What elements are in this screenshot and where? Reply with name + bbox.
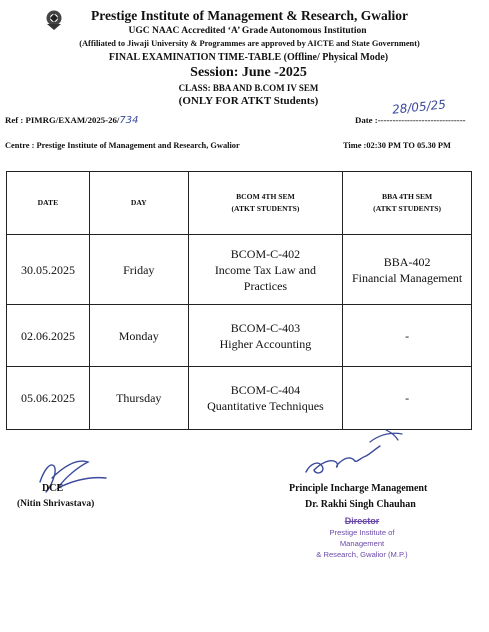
bcom-code: BCOM-C-402 (230, 246, 301, 261)
affiliation: (Affiliated to Jiwaji University & Programmes are approved by AICTE and State Government) (79, 39, 420, 48)
row-bcom (188, 367, 343, 430)
row-bba: - (343, 305, 472, 367)
principal-incharge-name: Dr. Rakhi Singh Chauhan (305, 499, 416, 510)
table-row (7, 305, 472, 367)
row-bba (343, 235, 472, 305)
header-bcom-line1: BCOM 4TH SEM (236, 192, 295, 201)
bba-code: BBA-402 (383, 254, 431, 269)
atkt-note: (ONLY FOR ATKT Students) (178, 95, 319, 107)
header-bcom-line2: (ATKT STUDENTS) (231, 204, 300, 213)
director-signature-icon (300, 428, 410, 483)
timetable (6, 171, 472, 430)
bcom-subject: Quantitative Techniques (207, 399, 324, 413)
header-bba-line1: BBA 4TH SEM (382, 192, 433, 201)
bcom-subject: Higher Accounting (219, 336, 312, 351)
row-bcom (188, 235, 343, 305)
principal-incharge-title: Principle Incharge Management (289, 483, 428, 494)
reference-number (5, 115, 138, 126)
exam-title: FINAL EXAMINATION TIME-TABLE (Offline/ Physical Mode) (108, 52, 389, 63)
table-row (7, 235, 472, 305)
table-row (7, 367, 472, 430)
class-line: CLASS: BBA AND B.COM IV SEM (178, 83, 319, 93)
bcom-code: BCOM-C-404 (230, 383, 301, 397)
row-date: 05.06.2025 (7, 367, 90, 430)
row-date: 30.05.2025 (7, 235, 90, 305)
session-title: Session: June -2025 (190, 65, 307, 80)
accreditation: UGC NAAC Accredited ‘A’ Grade Autonomous Institution (128, 26, 367, 36)
stamp-director: Director (344, 516, 380, 526)
ref-handwritten-number: 734 (119, 115, 139, 126)
header-date: DATE (7, 172, 90, 235)
dce-name: (Nitin Shrivastava) (17, 499, 95, 509)
bba-subject: Financial Management (351, 270, 463, 285)
stamp-location: & Research, Gwalior (M.P.) (316, 550, 408, 559)
stamp-institute: Prestige Institute of Management (329, 528, 395, 548)
header-bba-line2: (ATKT STUDENTS) (373, 204, 442, 213)
row-date: 02.06.2025 (7, 305, 90, 367)
table-header-row (7, 172, 472, 235)
row-bcom (188, 305, 343, 367)
ref-label: Ref : PIMRG/EXAM/2025-26/ (5, 115, 120, 125)
director-stamp (312, 516, 412, 560)
row-bba: - (343, 367, 472, 430)
institute-name: Prestige Institute of Management & Research, Gwalior (90, 8, 409, 23)
row-day: Friday (89, 235, 188, 305)
bcom-subject-cont: Practices (243, 278, 288, 293)
dce-title: DCE (42, 483, 64, 494)
date-label: Date :------------------------------ (355, 115, 466, 125)
exam-time: Time :02:30 PM TO 05.30 PM (343, 141, 451, 150)
header-bba (343, 172, 472, 235)
date-handwritten: 28/05/25 (391, 97, 447, 117)
row-day: Monday (89, 305, 188, 367)
row-day: Thursday (89, 367, 188, 430)
header-bcom (188, 172, 343, 235)
bcom-subject: Income Tax Law and (214, 262, 317, 277)
exam-centre: Centre : Prestige Institute of Management and Research, Gwalior (5, 141, 240, 150)
header-day: DAY (89, 172, 188, 235)
bcom-code: BCOM-C-403 (230, 320, 301, 335)
